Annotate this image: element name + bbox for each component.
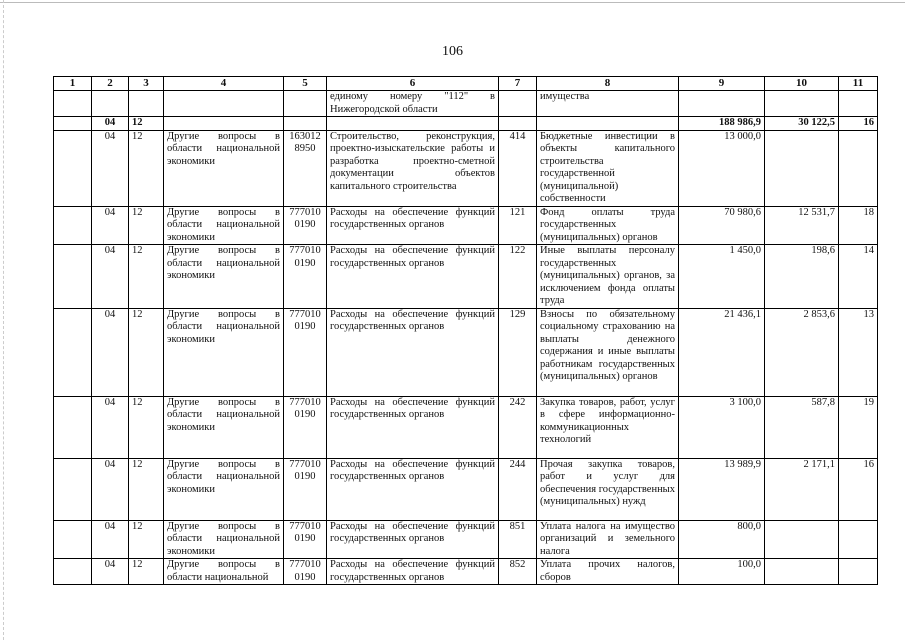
cell-section-name: Другие вопросы в области национальной экономики — [164, 245, 284, 309]
cell-expense-type: Взносы по обязательному социальному страхованию на выплаты денежного содержания и иные выплаты работникам государственных (муниципальных) органов — [537, 308, 679, 396]
col-header-4: 4 — [164, 77, 284, 91]
cell-expense-name: Расходы на обеспечение функций государственных органов — [327, 396, 499, 458]
cell-subsection: 12 — [129, 458, 164, 520]
cell-section-name: Другие вопросы в области национальной экономики — [164, 206, 284, 245]
cell-percent: 18 — [839, 206, 878, 245]
cell-subsection: 12 — [129, 520, 164, 559]
cell-plan-amount: 100,0 — [679, 559, 765, 585]
cell-plan-amount: 800,0 — [679, 520, 765, 559]
col-header-9: 9 — [679, 77, 765, 91]
cell-percent — [839, 559, 878, 585]
cell-expense-code: 122 — [499, 245, 537, 309]
cell-expense-code: 852 — [499, 559, 537, 585]
cell-subsection: 12 — [129, 245, 164, 309]
col-header-11: 11 — [839, 77, 878, 91]
cell-target-code: 777010 0190 — [284, 559, 327, 585]
cell-plan-amount: 70 980,6 — [679, 206, 765, 245]
cell-expense-name: Расходы на обеспечение функций государственных органов — [327, 245, 499, 309]
cell-expense-name: единому номеру "112" в Нижегородской области — [327, 91, 499, 117]
cell-section-name: Другие вопросы в области национальной экономики — [164, 520, 284, 559]
cell-expense-code: 121 — [499, 206, 537, 245]
cell-expense-name: Расходы на обеспечение функций государственных органов — [327, 206, 499, 245]
table-row — [54, 308, 878, 396]
cell-expense-name: Расходы на обеспечение функций государственных органов — [327, 458, 499, 520]
col-header-1: 1 — [54, 77, 92, 91]
cell-expense-type: Уплата прочих налогов, сборов — [537, 559, 679, 585]
cell-target-code: 777010 0190 — [284, 520, 327, 559]
cell-section: 04 — [92, 206, 129, 245]
cell-subsection: 12 — [129, 308, 164, 396]
col-header-2: 2 — [92, 77, 129, 91]
cell-expense-name: Расходы на обеспечение функций государственных органов — [327, 520, 499, 559]
cell-executed-amount: 587,8 — [765, 396, 839, 458]
cell-subsection: 12 — [129, 396, 164, 458]
cell-plan-amount: 3 100,0 — [679, 396, 765, 458]
cell-plan-amount: 13 000,0 — [679, 130, 765, 206]
cell-section-name: Другие вопросы в области национальной — [164, 559, 284, 585]
cell-expense-name: Расходы на обеспечение функций государственных органов — [327, 559, 499, 585]
cell-percent — [839, 130, 878, 206]
cell-executed-amount — [765, 520, 839, 559]
col-header-7: 7 — [499, 77, 537, 91]
cell-plan-amount: 1 450,0 — [679, 245, 765, 309]
cell-expense-code: 244 — [499, 458, 537, 520]
top-rule — [0, 2, 905, 3]
cell-section-name: Другие вопросы в области национальной экономики — [164, 396, 284, 458]
cell-section: 04 — [92, 117, 129, 131]
scan-edge-marks — [3, 0, 4, 640]
cell-target-code: 163012 8950 — [284, 130, 327, 206]
cell-plan-amount: 13 989,9 — [679, 458, 765, 520]
table-row — [54, 245, 878, 309]
cell-percent: 14 — [839, 245, 878, 309]
cell-section: 04 — [92, 458, 129, 520]
cell-section-name: Другие вопросы в области национальной экономики — [164, 130, 284, 206]
cell-executed-amount — [765, 130, 839, 206]
table-row — [54, 559, 878, 585]
header-row — [54, 77, 878, 91]
cell-expense-name: Строительство, реконструкция, проектно-изыскательские работы и разработка проектно-сметной документации объектов капитального строительства — [327, 130, 499, 206]
cell-executed-amount: 12 531,7 — [765, 206, 839, 245]
cell-section: 04 — [92, 245, 129, 309]
col-header-3: 3 — [129, 77, 164, 91]
cell-section: 04 — [92, 559, 129, 585]
cell-target-code: 777010 0190 — [284, 245, 327, 309]
cell-section: 04 — [92, 396, 129, 458]
cell-percent: 19 — [839, 396, 878, 458]
cell-expense-type: Бюджетные инвестиции в объекты капитального строительства государственной (муниципальной) собственности — [537, 130, 679, 206]
cell-subsection: 12 — [129, 117, 164, 131]
table-row — [54, 130, 878, 206]
cell-expense-name: Расходы на обеспечение функций государственных органов — [327, 308, 499, 396]
cell-target-code: 777010 0190 — [284, 206, 327, 245]
page-number: 106 — [442, 44, 463, 59]
cell-executed-amount: 198,6 — [765, 245, 839, 309]
col-header-5: 5 — [284, 77, 327, 91]
cell-target-code: 777010 0190 — [284, 308, 327, 396]
cell-plan-amount: 188 986,9 — [679, 117, 765, 131]
continued-row — [54, 91, 878, 117]
table-row — [54, 206, 878, 245]
cell-expense-type: имущества — [537, 91, 679, 117]
col-header-10: 10 — [765, 77, 839, 91]
table-row — [54, 396, 878, 458]
cell-expense-code: 851 — [499, 520, 537, 559]
cell-executed-amount: 2 853,6 — [765, 308, 839, 396]
cell-executed-amount: 30 122,5 — [765, 117, 839, 131]
cell-target-code: 777010 0190 — [284, 396, 327, 458]
cell-percent: 16 — [839, 117, 878, 131]
budget-table — [53, 76, 878, 585]
cell-section-name: Другие вопросы в области национальной экономики — [164, 308, 284, 396]
cell-expense-type: Иные выплаты персоналу государственных (муниципальных) органов, за исключением фонда оплаты труда — [537, 245, 679, 309]
cell-section: 04 — [92, 520, 129, 559]
cell-expense-type: Уплата налога на имущество организаций и земельного налога — [537, 520, 679, 559]
cell-plan-amount: 21 436,1 — [679, 308, 765, 396]
cell-subsection: 12 — [129, 559, 164, 585]
col-header-6: 6 — [327, 77, 499, 91]
cell-section: 04 — [92, 130, 129, 206]
cell-subsection: 12 — [129, 206, 164, 245]
cell-expense-type: Закупка товаров, работ, услуг в сфере информационно-коммуникационных технологий — [537, 396, 679, 458]
table-row — [54, 458, 878, 520]
total-row — [54, 117, 878, 131]
cell-section: 04 — [92, 308, 129, 396]
cell-percent: 16 — [839, 458, 878, 520]
cell-target-code: 777010 0190 — [284, 458, 327, 520]
cell-expense-type: Фонд оплаты труда государственных (муниципальных) органов — [537, 206, 679, 245]
cell-expense-code: 242 — [499, 396, 537, 458]
cell-executed-amount: 2 171,1 — [765, 458, 839, 520]
cell-section-name: Другие вопросы в области национальной экономики — [164, 458, 284, 520]
col-header-8: 8 — [537, 77, 679, 91]
cell-expense-type: Прочая закупка товаров, работ и услуг для обеспечения государственных (муниципальных) нужд — [537, 458, 679, 520]
cell-percent: 13 — [839, 308, 878, 396]
cell-subsection: 12 — [129, 130, 164, 206]
table-row — [54, 520, 878, 559]
cell-expense-code: 414 — [499, 130, 537, 206]
cell-expense-code: 129 — [499, 308, 537, 396]
cell-percent — [839, 520, 878, 559]
cell-executed-amount — [765, 559, 839, 585]
